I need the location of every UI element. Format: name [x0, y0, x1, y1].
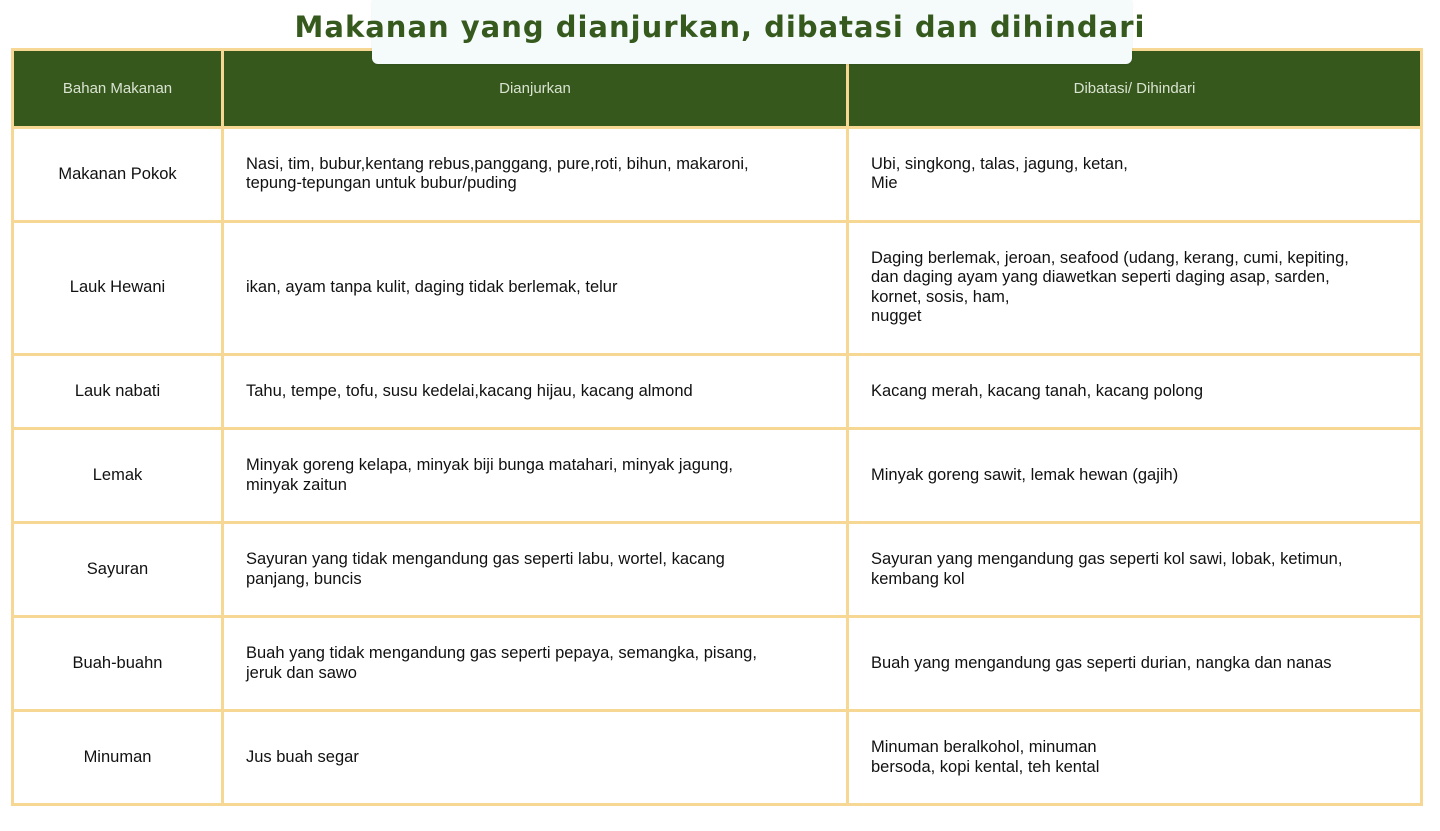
table-row [13, 617, 1422, 711]
table-row [13, 354, 1422, 429]
recommended-cell: Buah yang tidak mengandung gas seperti pepaya, semangka, pisang, jeruk dan sawo [223, 617, 848, 711]
recommended-cell: Sayuran yang tidak mengandung gas seperti labu, wortel, kacang panjang, buncis [223, 523, 848, 617]
category-cell: Lauk Hewani [13, 221, 223, 354]
header-dibatasi: Dibatasi/ Dihindari [848, 50, 1422, 128]
table-row [13, 523, 1422, 617]
header-bahan-makanan: Bahan Makanan [13, 50, 223, 128]
table-row [13, 221, 1422, 354]
recommended-cell: Minyak goreng kelapa, minyak biji bunga matahari, minyak jagung, minyak zaitun [223, 429, 848, 523]
table-row [13, 711, 1422, 805]
table-row [13, 128, 1422, 222]
food-table [11, 48, 1423, 806]
category-cell: Sayuran [13, 523, 223, 617]
header-dianjurkan: Dianjurkan [223, 50, 848, 128]
recommended-cell: Nasi, tim, bubur,kentang rebus,panggang, pure,roti, bihun, makaroni, tepung-tepungan untuk bubur/puding [223, 128, 848, 222]
recommended-cell: ikan, ayam tanpa kulit, daging tidak berlemak, telur [223, 221, 848, 354]
category-cell: Buah-buahn [13, 617, 223, 711]
limited-cell: Sayuran yang mengandung gas seperti kol sawi, lobak, ketimun, kembang kol [848, 523, 1422, 617]
category-cell: Minuman [13, 711, 223, 805]
limited-cell: Ubi, singkong, talas, jagung, ketan, Mie [848, 128, 1422, 222]
limited-cell: Minyak goreng sawit, lemak hewan (gajih) [848, 429, 1422, 523]
limited-cell: Buah yang mengandung gas seperti durian, nangka dan nanas [848, 617, 1422, 711]
recommended-cell: Jus buah segar [223, 711, 848, 805]
limited-cell: Daging berlemak, jeroan, seafood (udang, kerang, cumi, kepiting, dan daging ayam yang diawetkan seperti daging asap, sarden, kornet, sosis, ham, nugget [848, 221, 1422, 354]
recommended-cell: Tahu, tempe, tofu, susu kedelai,kacang hijau, kacang almond [223, 354, 848, 429]
category-cell: Makanan Pokok [13, 128, 223, 222]
category-cell: Lauk nabati [13, 354, 223, 429]
limited-cell: Kacang merah, kacang tanah, kacang polong [848, 354, 1422, 429]
table-row [13, 429, 1422, 523]
limited-cell: Minuman beralkohol, minuman bersoda, kopi kental, teh kental [848, 711, 1422, 805]
page-title: Makanan yang dianjurkan, dibatasi dan dihindari [294, 10, 1146, 44]
category-cell: Lemak [13, 429, 223, 523]
